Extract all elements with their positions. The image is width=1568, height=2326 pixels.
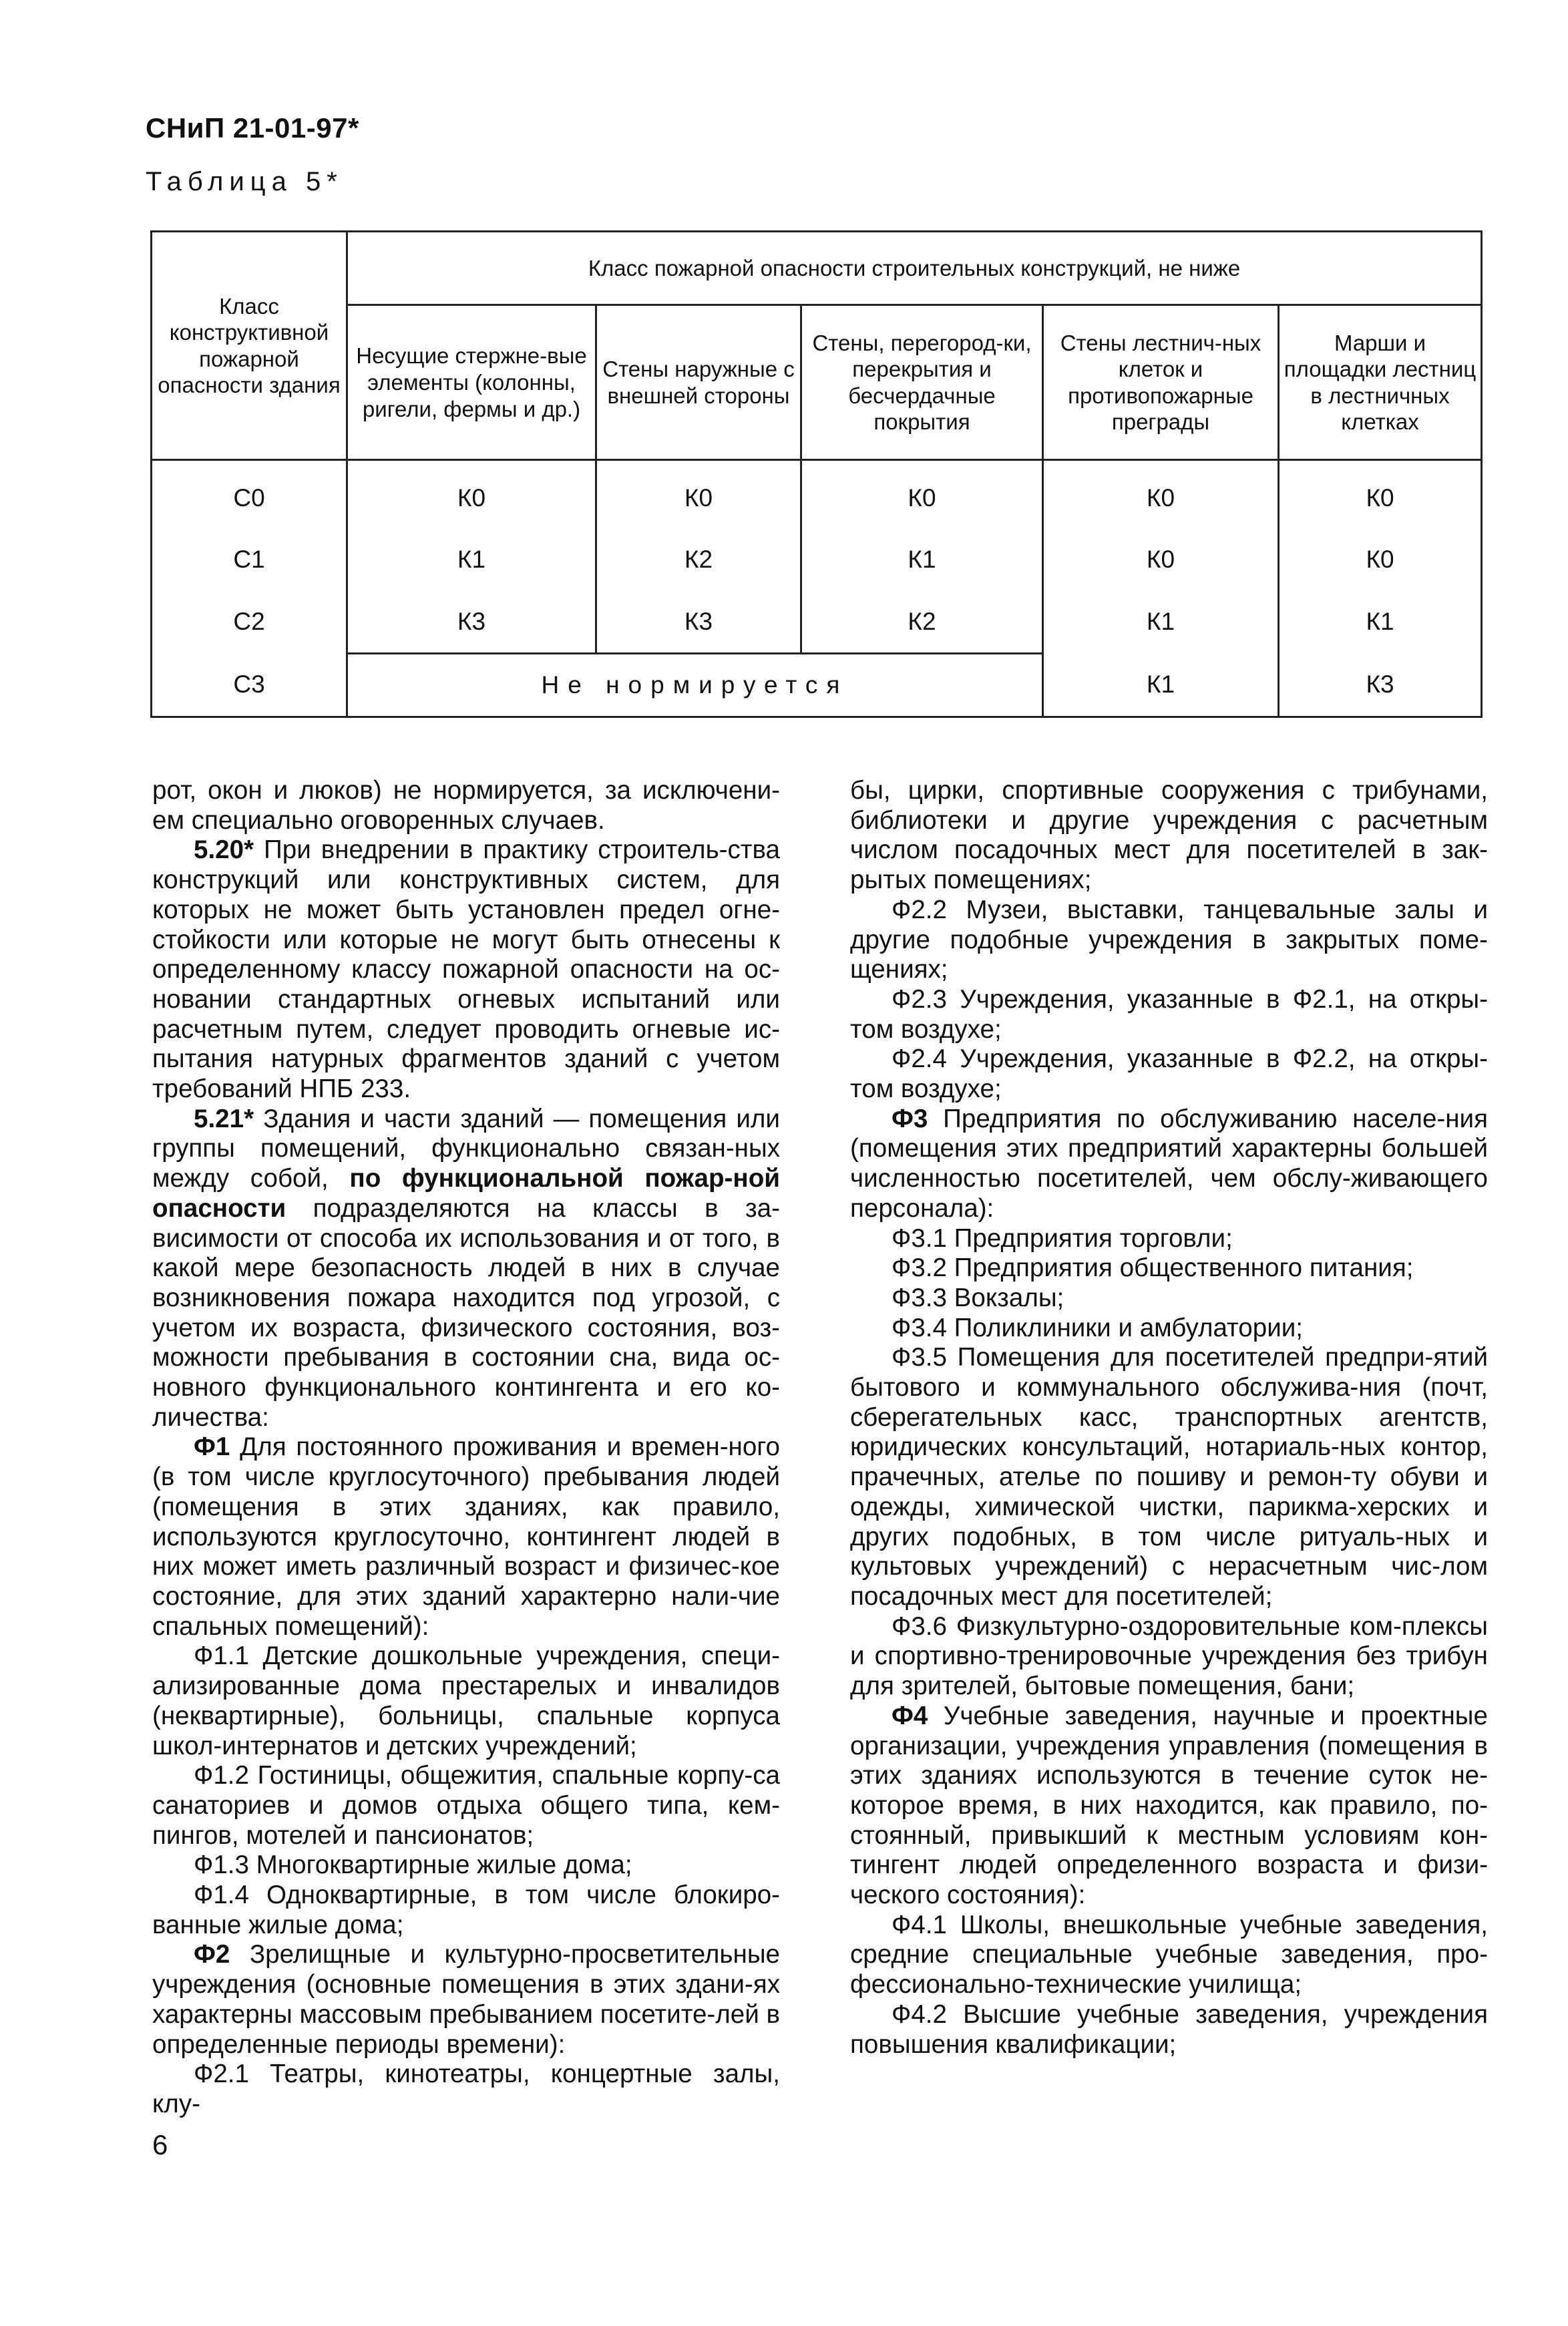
subclass-f2-1: Ф2.1 Театры, кинотеатры, концертные залы, клу- [152,2060,780,2118]
row-class-c3: С3 [152,653,347,717]
right-column [850,776,1488,2060]
class-text: Предприятия по обслуживанию населе-ния (помещения этих предприятий характерны большей численностью посетителей, чем обслу-живающего персонала): [850,1104,1488,1223]
row-class-c1: С1 [152,530,347,591]
subclass-f1-1: Ф1.1 Детские дошкольные учреждения, специ-ализированные дома престарелых и инвалидов (неквартирные), больницы, спальные корпуса школ-интернатов и детских учреждений; [152,1641,780,1760]
table-cell: К1 [1279,591,1482,654]
table-cell: К3 [1279,653,1482,717]
subclass-f3-1: Ф3.1 Предприятия торговли; [892,1223,1233,1253]
page-number: 6 [152,2129,168,2160]
header-class-building: Класс конструктивной пожарной опасности здания [152,232,347,460]
table-cell: К2 [596,530,801,591]
table-row [152,530,1482,591]
table-cell: К0 [1043,530,1279,591]
subclass-f4-2: Ф4.2 Высшие учебные заведения, учреждения повышения квалификации; [850,1999,1488,2059]
table-cell: К3 [596,591,801,654]
table-cell: К2 [801,591,1043,654]
table-cell: К0 [1279,530,1482,591]
bold-term: по функциональной пожар-ной опасности [152,1164,780,1223]
subclass-f2-2: Ф2.2 Музеи, выставки, танцевальные залы и другие подобные учреждения в закрытых поме-щениях; [850,895,1488,984]
class-text: Для постоянного проживания и времен-ного (в том числе круглосуточного) пребывания людей (помещения в этих зданиях, как правило, используются круглосуточно, контингент людей в них может иметь различный возраст и физичес-кое состояние, для этих зданий характерно нали-чие спальных помещений): [152,1432,780,1641]
header-group: Класс пожарной опасности строительных конструкций, не ниже [347,232,1482,305]
class-f1 [152,1432,780,1641]
table-caption: Таблица 5* [146,167,343,196]
document-code: СНиП 21-01-97* [146,112,359,144]
fire-class-table [150,230,1483,718]
table-cell: К0 [801,460,1043,530]
subclass-f3-2: Ф3.2 Предприятия общественного питания; [892,1253,1414,1283]
table-cell: К1 [1043,653,1279,717]
clause-5-20 [152,835,780,1104]
class-f3 [850,1105,1488,1224]
table-cell: К0 [1279,460,1482,530]
class-f2 [152,1940,780,2060]
class-label: Ф4 [892,1701,928,1730]
table-cell: К0 [347,460,596,530]
class-label: Ф3 [892,1104,928,1133]
table-row [152,653,1482,717]
subclass-f1-4: Ф1.4 Одноквартирные, в том числе блокиро-ванные жилые дома; [152,1881,780,1939]
table-row [152,460,1482,530]
class-label: Ф2 [194,1940,230,1969]
class-label: Ф1 [194,1432,230,1462]
table-cell: К0 [1043,460,1279,530]
class-text: Учебные заведения, научные и проектные организации, учреждения управления (помещения в этих зданиях используются в течение суток не-которое время, в них находится, как правило, по-стоянный, привыкший к местным условиям кон-тингент людей определенного возраста и физи-ческого состояния): [850,1701,1488,1910]
subclass-f3-5: Ф3.5 Помещения для посетителей предпри-ятий бытового и коммунального обслужива-ния (почт, сберегательных касс, транспортных агентств, юридических консультаций, нотариаль-ных контор, прачечных, ателье по пошиву и ремон-ту обуви и одежды, химической чистки, парикма-херских и других подобных, в том числе ритуаль-ных и культовых учреждений) с нерасчетным чис-лом посадочных мест для посетителей; [850,1343,1488,1611]
subclass-f3-4: Ф3.4 Поликлиники и амбулатории; [892,1313,1304,1342]
header-partitions: Стены, перегород-ки, перекрытия и бесчердачные покрытия [801,305,1043,460]
left-column [152,776,780,2120]
header-stair-flights: Марши и площадки лестниц в лестничных клетках [1279,305,1482,460]
table-row [152,591,1482,654]
row-class-c0: С0 [152,460,347,530]
clause-number: 5.20* [194,835,254,865]
subclass-f3-3: Ф3.3 Вокзалы; [892,1283,1064,1312]
clause-text: подразделяются на классы в за-висимости от способа их использования и от того, в какой мере безопасность людей в них в случае возникновения пожара находится под угрозой, с учетом их возраста, физического состояния, воз-можности пребывания в состоянии сна, вида ос-новного функционального контингента и его ко-личества: [152,1193,780,1432]
subclass-f2-4: Ф2.4 Учреждения, указанные в Ф2.2, на откры-том воздухе; [850,1044,1488,1104]
class-text: Зрелищные и культурно-просветительные учреждения (основные помещения в этих здани-ях характерны массовым пребыванием посетите-лей в определенные периоды времени): [152,1940,780,2059]
table-cell: К1 [1043,591,1279,654]
row-class-c2: С2 [152,591,347,654]
table-cell: К1 [801,530,1043,591]
table-cell: К1 [347,530,596,591]
paragraph: рот, окон и люков) не нормируется, за исключени-ем специально оговоренных случаев. [152,776,780,835]
header-external-walls: Стены наружные с внешней стороны [596,305,801,460]
subclass-f1-3: Ф1.3 Многоквартирные жилые дома; [194,1851,632,1880]
table-cell: К3 [347,591,596,654]
clause-5-21 [152,1105,780,1433]
paragraph: бы, цирки, спортивные сооружения с трибунами, библиотеки и другие учреждения с расчетным числом посадочных мест для посетителей в зак-рытых помещениях; [850,776,1488,895]
clause-text: Здания и части зданий — помещения или группы помещений, функционально связан-ных между собой, [152,1104,780,1193]
header-load-bearing: Несущие стержне-вые элементы (колонны, ригели, фермы и др.) [347,305,596,460]
subclass-f4-1: Ф4.1 Школы, внешкольные учебные заведения, средние специальные учебные заведения, про-фессионально-технические училища; [850,1910,1488,1999]
subclass-f3-6: Ф3.6 Физкультурно-оздоровительные ком-плексы и спортивно-тренировочные учреждения без трибун для зрителей, бытовые помещения, бани; [850,1611,1488,1701]
header-stair-walls: Стены лестнич-ных клеток и противопожарные преграды [1043,305,1279,460]
subclass-f2-3: Ф2.3 Учреждения, указанные в Ф2.1, на откры-том воздухе; [850,984,1488,1044]
clause-number: 5.21* [194,1104,254,1133]
class-f4 [850,1702,1488,1911]
table-cell: К0 [596,460,801,530]
subclass-f1-2: Ф1.2 Гостиницы, общежития, спальные корпу-са санаториев и домов отдыха общего типа, кем-пингов, мотелей и пансионатов; [152,1761,780,1850]
not-normed-cell: Не нормируется [347,653,1043,717]
clause-text: При внедрении в практику строитель-ства конструкций или конструктивных систем, для которых не может быть установлен предел огне-стойкости или которые не могут быть отнесены к определенному классу пожарной опасности на ос-новании стандартных огневых испытаний или расчетным путем, следует проводить огневые ис-пытания натурных фрагментов зданий с учетом требований НПБ 233. [152,835,780,1104]
